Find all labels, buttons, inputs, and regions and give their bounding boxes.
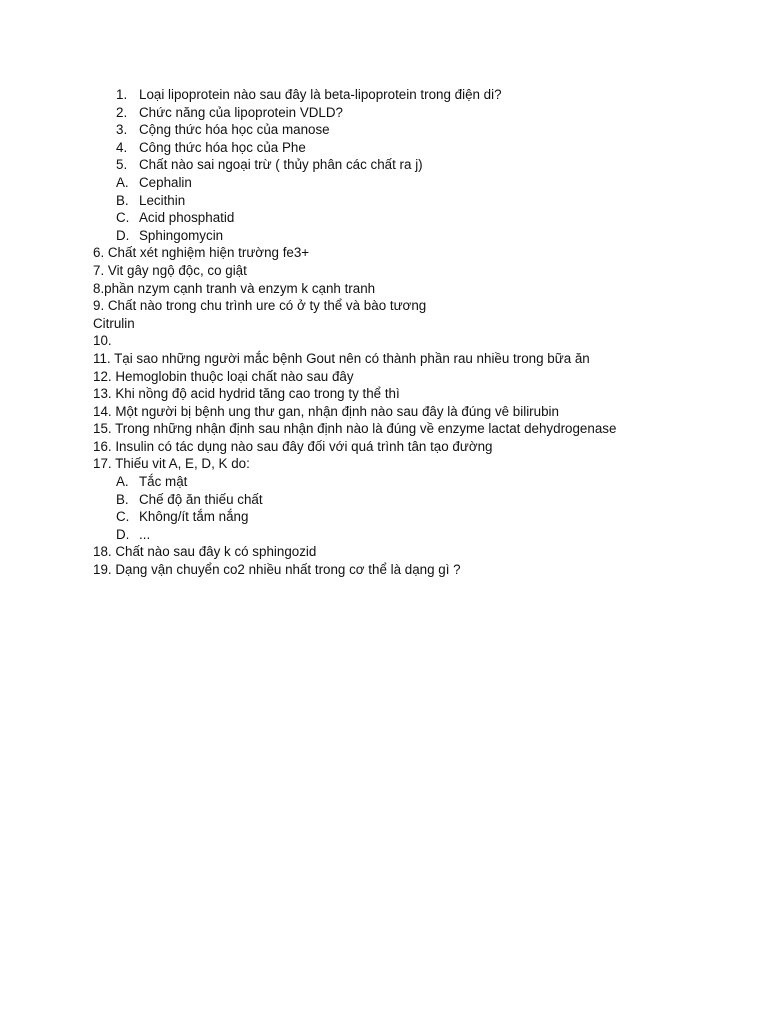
option-marker: C. [116, 509, 130, 525]
option-item [0, 526, 768, 544]
option-text: Tắc mật [139, 474, 188, 490]
question-line [0, 543, 768, 561]
question-line [0, 403, 768, 421]
document-body [0, 86, 768, 579]
answer-line [0, 315, 768, 333]
list-marker: 3. [116, 122, 128, 138]
question-line [0, 561, 768, 579]
question-text: 19. Dạng vận chuyển co2 nhiều nhất trong cơ thể là dạng gì ? [93, 562, 461, 578]
option-text: ... [139, 526, 151, 542]
question-text: 18. Chất nào sau đây k có sphingozid [93, 544, 317, 560]
list-marker: 2. [116, 104, 128, 120]
list-marker: 1. [116, 87, 128, 102]
question-line [0, 455, 768, 473]
question-text: 10. [93, 333, 112, 349]
question-text: 7. Vit gây ngộ độc, co giật [93, 262, 247, 278]
question-line [0, 244, 768, 262]
option-text: Chế độ ăn thiếu chất [139, 491, 263, 507]
question-line [0, 438, 768, 456]
option-marker: C. [116, 210, 130, 226]
question-line [0, 262, 768, 280]
option-text: Cephalin [139, 174, 192, 190]
question-line [0, 368, 768, 386]
option-text: Không/ít tắm nắng [139, 509, 249, 525]
option-item [0, 192, 768, 210]
option-marker: D. [116, 526, 130, 542]
question-text: 13. Khi nồng độ acid hydrid tăng cao trong ty thể thì [93, 386, 400, 402]
list-marker: 5. [116, 157, 128, 173]
option-marker: A. [116, 174, 129, 190]
option-marker: D. [116, 227, 130, 243]
question-text: 8.phần nzym cạnh tranh và enzym k cạnh tranh [93, 280, 376, 296]
question-text: 16. Insulin có tác dụng nào sau đây đối với quá trình tân tạo đường [93, 438, 493, 454]
question-text: 14. Một người bị bệnh ung thư gan, nhận định nào sau đây là đúng vê bilirubin [93, 403, 559, 419]
question-line [0, 420, 768, 438]
option-marker: B. [116, 491, 129, 507]
answer-text: Citrulin [93, 315, 135, 331]
question-line [0, 332, 768, 350]
question-line [0, 350, 768, 368]
question-text: 6. Chất xét nghiệm hiện trường fe3+ [93, 245, 310, 261]
list-item [0, 86, 768, 104]
question-text: 15. Trong những nhận định sau nhận định nào là đúng về enzyme lactat dehydrogenase [93, 421, 617, 437]
option-item [0, 491, 768, 509]
list-item [0, 139, 768, 157]
question-text: 11. Tại sao những người mắc bệnh Gout nên có thành phần rau nhiều trong bữa ăn [93, 350, 590, 366]
option-text: Lecithin [139, 192, 186, 208]
list-item-text: Loại lipoprotein nào sau đây là beta-lipoprotein trong điện di? [139, 87, 502, 102]
option-item [0, 174, 768, 192]
list-item-text: Công thức hóa học của Phe [139, 139, 306, 155]
question-text: 9. Chất nào trong chu trình ure có ở ty thể và bào tương [93, 298, 427, 314]
question-line [0, 385, 768, 403]
question-line [0, 297, 768, 315]
option-item [0, 227, 768, 245]
list-item [0, 121, 768, 139]
question-line [0, 280, 768, 298]
option-marker: A. [116, 474, 129, 490]
question-text: 12. Hemoglobin thuộc loại chất nào sau đây [93, 368, 354, 384]
question-text: 17. Thiếu vit A, E, D, K do: [93, 456, 250, 472]
list-item-text: Chất nào sai ngoại trừ ( thủy phân các chất ra j) [139, 157, 423, 173]
list-item [0, 104, 768, 122]
option-item [0, 209, 768, 227]
option-text: Sphingomycin [139, 227, 224, 243]
option-item [0, 508, 768, 526]
list-item-text: Chức năng của lipoprotein VDLD? [139, 104, 343, 120]
option-marker: B. [116, 192, 129, 208]
list-item [0, 156, 768, 174]
option-text: Acid phosphatid [139, 210, 235, 226]
list-marker: 4. [116, 139, 128, 155]
option-item [0, 473, 768, 491]
list-item-text: Cộng thức hóa học của manose [139, 122, 330, 138]
